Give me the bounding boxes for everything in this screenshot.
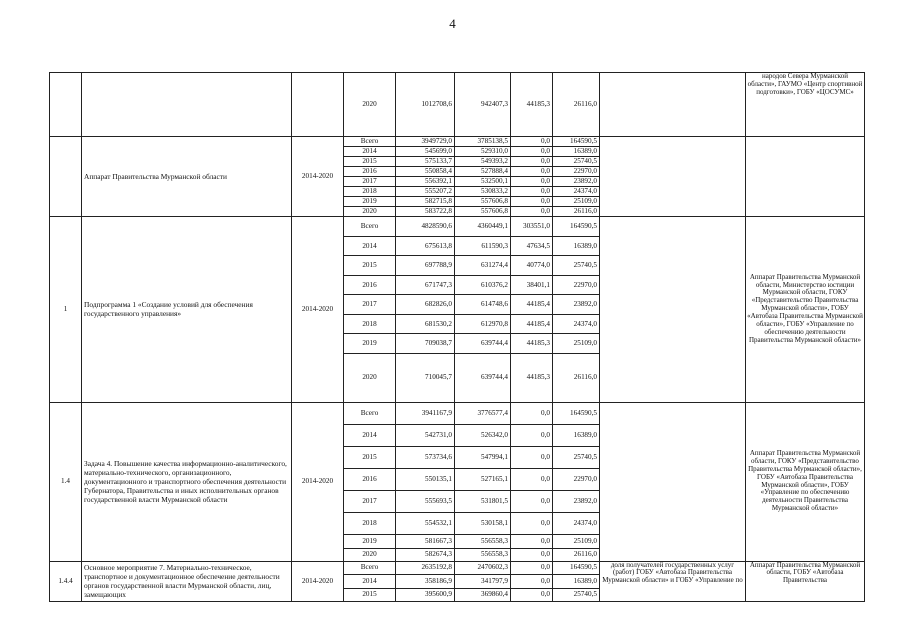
year-cell: 2015 <box>344 446 396 468</box>
value-cell: 25109,0 <box>553 534 600 548</box>
year-cell: 2020 <box>344 73 396 137</box>
year-cell: 2019 <box>344 197 396 207</box>
value-cell: 631274,4 <box>455 256 511 276</box>
value-cell: 0,0 <box>511 561 553 574</box>
value-cell: 16389,0 <box>553 236 600 256</box>
total-cell: 671747,3 <box>396 275 455 295</box>
value-cell: 25109,0 <box>553 197 600 207</box>
year-cell: 2014 <box>344 147 396 157</box>
value-cell: 25740,5 <box>553 157 600 167</box>
value-cell: 547994,1 <box>455 446 511 468</box>
row-code: 1.4.4 <box>50 561 82 601</box>
results-cell: доля получателей государственных услуг (работ) ГОБУ «Автобаза Правительства Мурманской области» и ГОБУ «Управление по <box>600 561 746 601</box>
value-cell: 611590,3 <box>455 236 511 256</box>
value-cell: 24374,0 <box>553 187 600 197</box>
value-cell: 526342,0 <box>455 424 511 446</box>
value-cell: 26116,0 <box>553 73 600 137</box>
table-row <box>50 137 865 147</box>
results-cell <box>600 217 746 403</box>
row-name: Основное мероприятие 7. Материально-техническое, транспортное и документационное обеспечение деятельности органов государственной власти Мурманской области, лиц, замещающих <box>82 561 292 601</box>
total-cell: 3949729,0 <box>396 137 455 147</box>
total-cell: 1012708,6 <box>396 73 455 137</box>
value-cell: 557606,8 <box>455 207 511 217</box>
year-cell: 2014 <box>344 574 396 588</box>
total-cell: 554532,1 <box>396 512 455 534</box>
value-cell: 0,0 <box>511 147 553 157</box>
value-cell: 25740,5 <box>553 446 600 468</box>
value-cell: 16389,0 <box>553 424 600 446</box>
value-cell: 26116,0 <box>553 353 600 402</box>
value-cell: 0,0 <box>511 167 553 177</box>
value-cell: 22970,0 <box>553 468 600 490</box>
total-cell: 358186,9 <box>396 574 455 588</box>
year-cell: Всего <box>344 561 396 574</box>
total-cell: 4828590,6 <box>396 217 455 237</box>
value-cell: 942407,3 <box>455 73 511 137</box>
total-cell: 573734,6 <box>396 446 455 468</box>
value-cell: 26116,0 <box>553 548 600 561</box>
value-cell: 369860,4 <box>455 588 511 601</box>
year-cell: 2020 <box>344 353 396 402</box>
value-cell: 44185,3 <box>511 353 553 402</box>
year-cell: 2016 <box>344 275 396 295</box>
value-cell: 532500,1 <box>455 177 511 187</box>
row-period: 2014-2020 <box>292 137 344 217</box>
total-cell: 3941167,9 <box>396 402 455 424</box>
total-cell: 697788,9 <box>396 256 455 276</box>
year-cell: 2016 <box>344 468 396 490</box>
value-cell: 0,0 <box>511 534 553 548</box>
value-cell: 531801,5 <box>455 490 511 512</box>
value-cell: 44185,4 <box>511 295 553 315</box>
year-cell: 2014 <box>344 424 396 446</box>
table-row <box>50 73 865 137</box>
table-row <box>50 561 865 574</box>
value-cell: 0,0 <box>511 157 553 167</box>
total-cell: 542731,0 <box>396 424 455 446</box>
total-cell: 575133,7 <box>396 157 455 167</box>
value-cell: 25740,5 <box>553 256 600 276</box>
year-cell: 2015 <box>344 256 396 276</box>
total-cell: 709038,7 <box>396 334 455 354</box>
total-cell: 583722,8 <box>396 207 455 217</box>
row-name: Задача 4. Повышение качества информационно-аналитического, материально-технического, организационного, документационного и транспортного обеспечения деятельности Губернатора, Правительства и иных исполнительных органов государственной власти Мурманской области <box>82 402 292 561</box>
value-cell: 164590,5 <box>553 137 600 147</box>
total-cell: 395600,9 <box>396 588 455 601</box>
value-cell: 44185,3 <box>511 334 553 354</box>
value-cell: 3776577,4 <box>455 402 511 424</box>
year-cell: 2019 <box>344 334 396 354</box>
value-cell: 38401,1 <box>511 275 553 295</box>
value-cell: 164590,5 <box>553 402 600 424</box>
value-cell: 0,0 <box>511 197 553 207</box>
value-cell: 44185,4 <box>511 314 553 334</box>
year-cell: 2016 <box>344 167 396 177</box>
year-cell: 2017 <box>344 490 396 512</box>
total-cell: 710045,7 <box>396 353 455 402</box>
row-period <box>292 73 344 137</box>
row-name: Аппарат Правительства Мурманской области <box>82 137 292 217</box>
value-cell: 3785138,5 <box>455 137 511 147</box>
results-cell <box>600 73 746 137</box>
value-cell: 639744,4 <box>455 334 511 354</box>
table-row <box>50 217 865 237</box>
results-cell <box>600 402 746 561</box>
value-cell: 164590,5 <box>553 561 600 574</box>
value-cell: 23892,0 <box>553 177 600 187</box>
value-cell: 164590,5 <box>553 217 600 237</box>
year-cell: 2019 <box>344 534 396 548</box>
value-cell: 16389,0 <box>553 574 600 588</box>
value-cell: 0,0 <box>511 512 553 534</box>
value-cell: 556558,3 <box>455 534 511 548</box>
row-period: 2014-2020 <box>292 561 344 601</box>
row-code <box>50 137 82 217</box>
row-period: 2014-2020 <box>292 217 344 403</box>
total-cell: 582674,3 <box>396 548 455 561</box>
value-cell: 341797,9 <box>455 574 511 588</box>
year-cell: 2020 <box>344 207 396 217</box>
value-cell: 549393,2 <box>455 157 511 167</box>
value-cell: 25109,0 <box>553 334 600 354</box>
table-row <box>50 402 865 424</box>
value-cell: 529310,0 <box>455 147 511 157</box>
value-cell: 44185,3 <box>511 73 553 137</box>
row-code: 1 <box>50 217 82 403</box>
value-cell: 0,0 <box>511 177 553 187</box>
total-cell: 545699,0 <box>396 147 455 157</box>
row-name: Подпрограмма 1 «Создание условий для обеспечения государственного управления» <box>82 217 292 403</box>
year-cell: 2015 <box>344 588 396 601</box>
total-cell: 681530,2 <box>396 314 455 334</box>
total-cell: 550858,4 <box>396 167 455 177</box>
total-cell: 555207,2 <box>396 187 455 197</box>
executors-cell: Аппарат Правительства Мурманской области, Министерство юстиции Мурманской области, ГОКУ «Представительство Правительства Мурманской области», ГОБУ «Автобаза Правительства Мурманской области», ГОБУ «Управление по обеспечению деятельности Правительства Мурманской области» <box>746 217 865 403</box>
executors-cell: Аппарат Правительства Мурманской области, ГОКУ «Представительство Правительства Мурманской области», ГОБУ «Автобаза Правительства Мурманской области», ГОБУ «Управление по обеспечению деятельности Правительства Мурманской области» <box>746 402 865 561</box>
value-cell: 40774,0 <box>511 256 553 276</box>
year-cell: Всего <box>344 217 396 237</box>
value-cell: 0,0 <box>511 574 553 588</box>
value-cell: 0,0 <box>511 207 553 217</box>
year-cell: 2018 <box>344 314 396 334</box>
value-cell: 2470602,3 <box>455 561 511 574</box>
row-code: 1.4 <box>50 402 82 561</box>
total-cell: 550135,1 <box>396 468 455 490</box>
value-cell: 0,0 <box>511 490 553 512</box>
value-cell: 527888,4 <box>455 167 511 177</box>
value-cell: 530158,1 <box>455 512 511 534</box>
value-cell: 47634,5 <box>511 236 553 256</box>
year-cell: 2015 <box>344 157 396 167</box>
value-cell: 530833,2 <box>455 187 511 197</box>
value-cell: 0,0 <box>511 548 553 561</box>
value-cell: 614748,6 <box>455 295 511 315</box>
value-cell: 610376,2 <box>455 275 511 295</box>
year-cell: 2014 <box>344 236 396 256</box>
value-cell: 527165,1 <box>455 468 511 490</box>
value-cell: 4360449,1 <box>455 217 511 237</box>
year-cell: 2017 <box>344 295 396 315</box>
total-cell: 555693,5 <box>396 490 455 512</box>
value-cell: 303551,0 <box>511 217 553 237</box>
value-cell: 556558,3 <box>455 548 511 561</box>
value-cell: 24374,0 <box>553 314 600 334</box>
value-cell: 26116,0 <box>553 207 600 217</box>
page-number: 4 <box>449 16 456 31</box>
total-cell: 582715,8 <box>396 197 455 207</box>
value-cell: 23892,0 <box>553 295 600 315</box>
row-name <box>82 73 292 137</box>
executors-cell <box>746 137 865 217</box>
year-cell: 2020 <box>344 548 396 561</box>
value-cell: 612970,8 <box>455 314 511 334</box>
value-cell: 0,0 <box>511 187 553 197</box>
executors-cell: народов Севера Мурманской области», ГАУМО «Центр спортивной подготовки», ГОБУ «ЦОСУМС» <box>746 73 865 137</box>
value-cell: 24374,0 <box>553 512 600 534</box>
year-cell: 2017 <box>344 177 396 187</box>
value-cell: 0,0 <box>511 402 553 424</box>
year-cell: 2018 <box>344 512 396 534</box>
total-cell: 675613,8 <box>396 236 455 256</box>
total-cell: 2635192,8 <box>396 561 455 574</box>
value-cell: 0,0 <box>511 468 553 490</box>
executors-cell: Аппарат Правительства Мурманской области, ГОБУ «Автобаза Правительства <box>746 561 865 601</box>
total-cell: 556392,1 <box>396 177 455 187</box>
value-cell: 0,0 <box>511 588 553 601</box>
year-cell: 2018 <box>344 187 396 197</box>
total-cell: 581667,3 <box>396 534 455 548</box>
value-cell: 16389,0 <box>553 147 600 157</box>
year-cell: Всего <box>344 137 396 147</box>
year-cell: Всего <box>344 402 396 424</box>
value-cell: 557606,8 <box>455 197 511 207</box>
value-cell: 22970,0 <box>553 275 600 295</box>
value-cell: 22970,0 <box>553 167 600 177</box>
value-cell: 23892,0 <box>553 490 600 512</box>
value-cell: 0,0 <box>511 137 553 147</box>
value-cell: 639744,4 <box>455 353 511 402</box>
row-period: 2014-2020 <box>292 402 344 561</box>
value-cell: 25740,5 <box>553 588 600 601</box>
financing-table <box>49 72 865 602</box>
row-code <box>50 73 82 137</box>
total-cell: 682826,0 <box>396 295 455 315</box>
value-cell: 0,0 <box>511 424 553 446</box>
value-cell: 0,0 <box>511 446 553 468</box>
results-cell <box>600 137 746 217</box>
